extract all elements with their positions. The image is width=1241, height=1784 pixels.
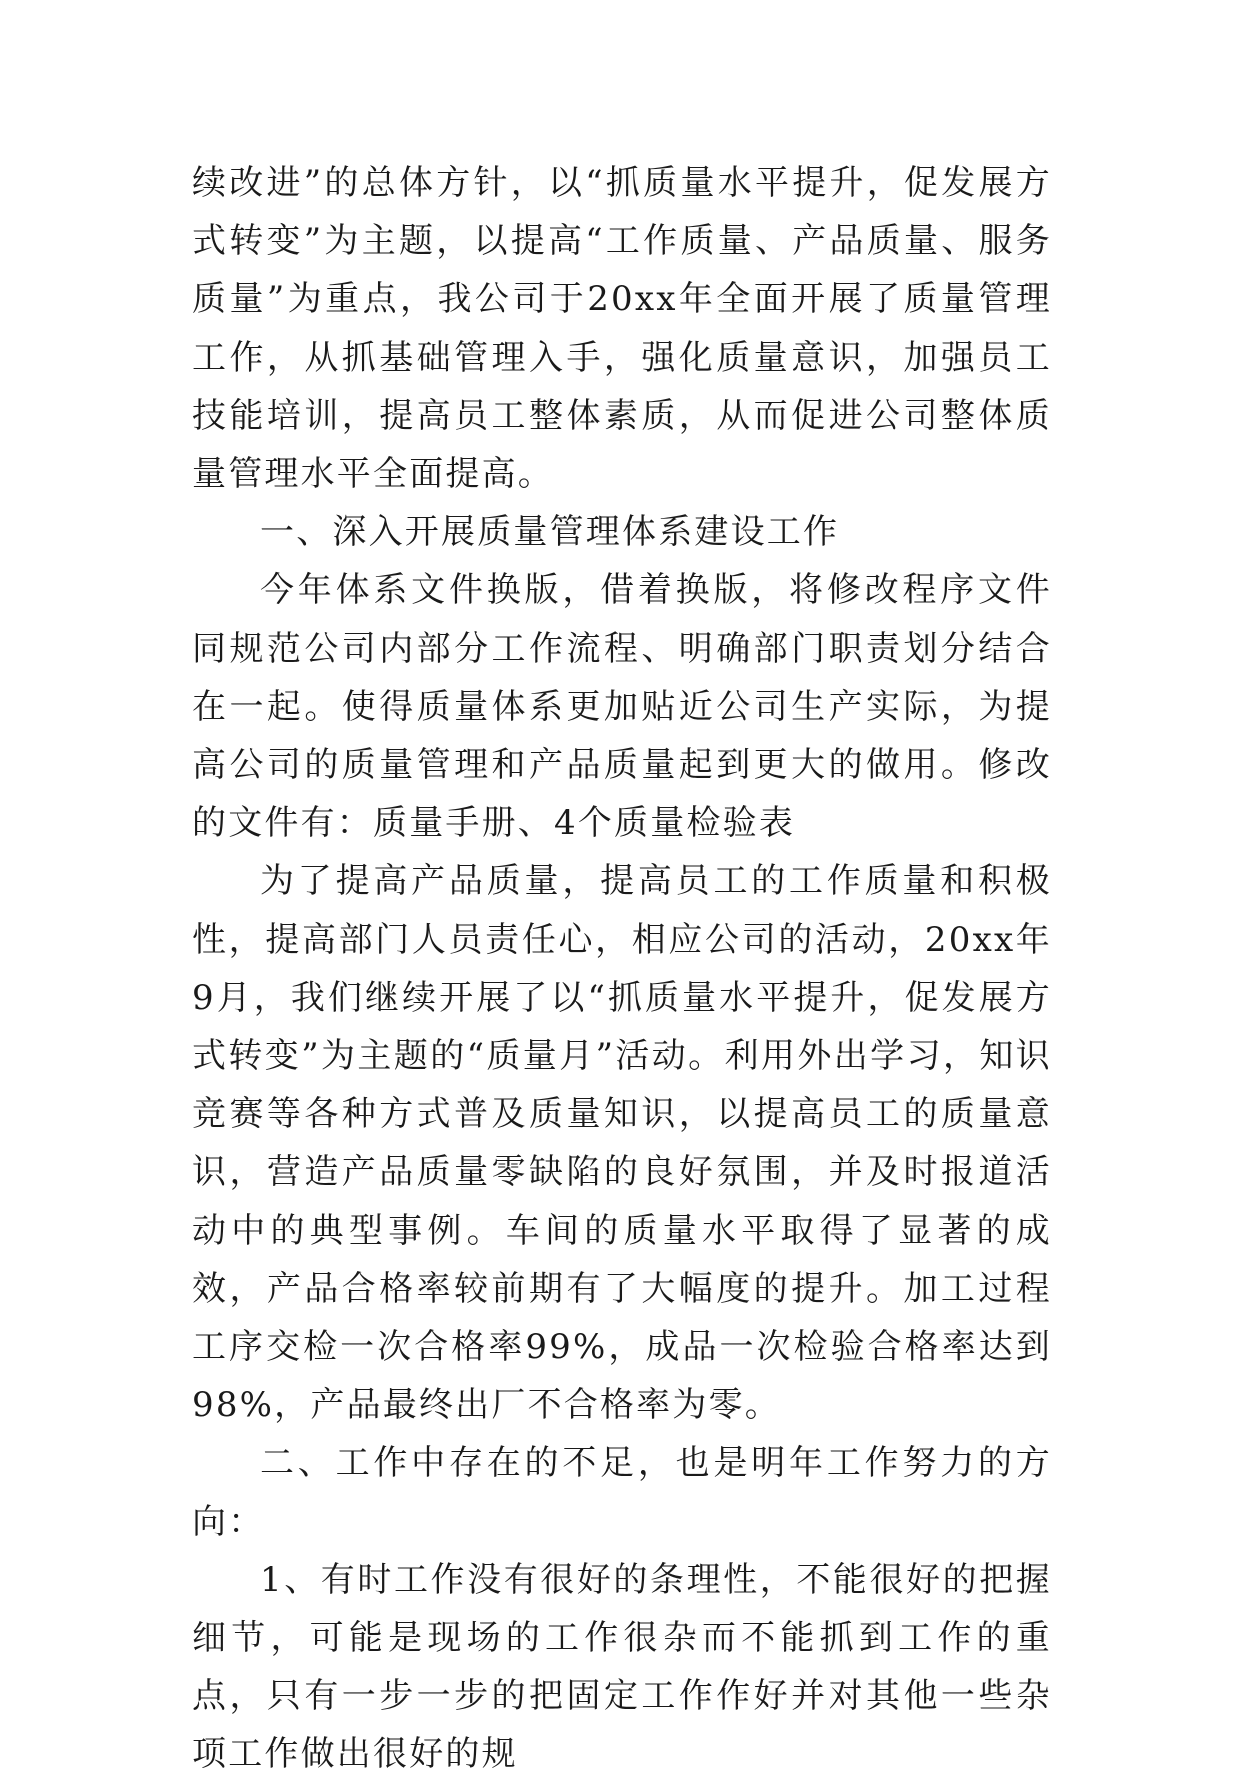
paragraph-system-docs: 今年体系文件换版，借着换版，将修改程序文件同规范公司内部分工作流程、明确部门职责划分结合在一起。使得质量体系更加贴近公司生产实际，为提高公司的质量管理和产品质量起到更大的做用。修改的文件有：质量手册、4个质量检验表 (192, 570, 1052, 844)
paragraph-intro: 续改进”的总体方针，以“抓质量水平提升，促发展方式转变”为主题，以提高“工作质量、产品质量、服务质量”为重点，我公司于20xx年全面开展了质量管理工作，从抓基础管理入手，强化质量意识，加强员工技能培训，提高员工整体素质，从而促进公司整体质量管理水平全面提高。 (192, 163, 1052, 495)
section-heading-1: 一、深入开展质量管理体系建设工作 (260, 512, 840, 553)
section-heading-2: 二、工作中存在的不足，也是明年工作努力的方向： (192, 1443, 1052, 1542)
paragraph-shortcoming-1: 1、有时工作没有很好的条理性，不能很好的把握细节，可能是现场的工作很杂而不能抓到工作的重点，只有一步一步的把固定工作作好并对其他一些杂项工作做出很好的规 (192, 1559, 1052, 1775)
document-body (192, 154, 1052, 1784)
paragraph-quality-month: 为了提高产品质量，提高员工的工作质量和积极性，提高部门人员责任心，相应公司的活动，20xx年9月，我们继续开展了以“抓质量水平提升，促发展方式转变”为主题的“质量月”活动。利用外出学习，知识竞赛等各种方式普及质量知识，以提高员工的质量意识，营造产品质量零缺陷的良好氛围，并及时报道活动中的典型事例。车间的质量水平取得了显著的成效，产品合格率较前期有了大幅度的提升。加工过程工序交检一次合格率99%，成品一次检验合格率达到98%，产品最终出厂不合格率为零。 (192, 861, 1052, 1426)
